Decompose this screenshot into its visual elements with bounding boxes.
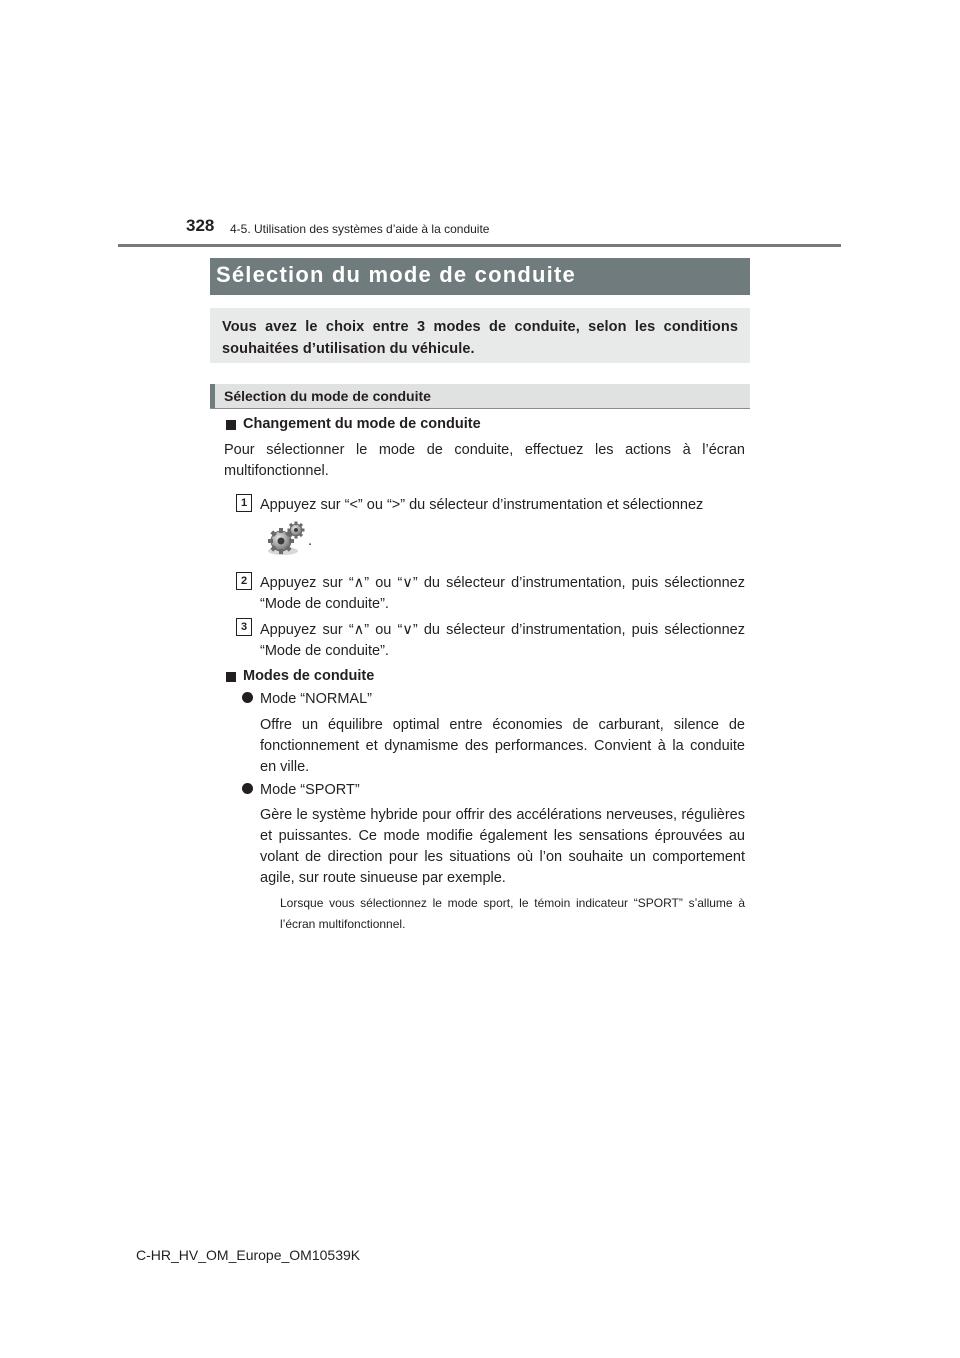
square-bullet-icon bbox=[226, 672, 236, 682]
step-3-badge: 3 bbox=[236, 618, 252, 636]
page-number: 328 bbox=[186, 216, 215, 235]
mode-sport-description: Gère le système hybride pour offrir des accélérations nerveuses, régulières et puissantes. Ce mode modifie également les sensations éprouvées au volant de direction pour les situations où l’on souhaite un comportement agile, sur route sinueuse par exemple. bbox=[260, 807, 745, 886]
bullet-dot-icon bbox=[242, 783, 253, 794]
modes-heading bbox=[226, 668, 374, 684]
mode-normal-name: Mode “NORMAL” bbox=[260, 691, 372, 707]
section-heading: Sélection du mode de conduite bbox=[224, 388, 431, 404]
step-1-suffix: . bbox=[308, 533, 313, 549]
step-1-badge: 1 bbox=[236, 494, 252, 512]
square-bullet-icon bbox=[226, 420, 236, 430]
change-heading bbox=[226, 416, 481, 432]
bullet-dot-icon bbox=[242, 692, 253, 703]
modes-heading-text: Modes de conduite bbox=[243, 668, 375, 684]
section-accent bbox=[210, 384, 215, 408]
mode-normal-description: Offre un équilibre optimal entre économies de carburant, silence de fonctionnement et dynamisme des performances. Convient à la conduite en ville. bbox=[260, 717, 745, 775]
step-2-badge: 2 bbox=[236, 572, 252, 590]
change-heading-text: Changement du mode de conduite bbox=[243, 416, 481, 432]
step-3-text: Appuyez sur “∧” ou “∨” du sélecteur d’instrumentation, puis sélectionnez “Mode de conduite”. bbox=[260, 622, 745, 659]
change-description: Pour sélectionner le mode de conduite, effectuez les actions à l’écran multifonctionnel. bbox=[224, 442, 745, 479]
sport-note: Lorsque vous sélectionnez le mode sport, le témoin indicateur “SPORT” s’allume à l’écran multifonctionnel. bbox=[280, 896, 745, 931]
intro-text: Vous avez le choix entre 3 modes de conduite, selon les conditions souhaitées d’utilisation du véhicule. bbox=[222, 319, 738, 357]
mode-normal-item bbox=[242, 689, 372, 710]
footer-doc-id: C-HR_HV_OM_Europe_OM10539K bbox=[136, 1247, 361, 1263]
page-title: Sélection du mode de conduite bbox=[216, 262, 576, 287]
section-heading-bar bbox=[210, 384, 750, 409]
step-2-text: Appuyez sur “∧” ou “∨” du sélecteur d’instrumentation, puis sélectionnez “Mode de conduite”. bbox=[260, 575, 745, 612]
header-divider bbox=[118, 244, 841, 247]
header-section-title: 4-5. Utilisation des systèmes d’aide à la conduite bbox=[230, 222, 490, 236]
page-title-bar bbox=[210, 258, 750, 295]
gears-icon bbox=[266, 520, 306, 558]
intro-box bbox=[210, 308, 750, 363]
mode-sport-item bbox=[242, 780, 360, 801]
mode-sport-name: Mode “SPORT” bbox=[260, 782, 360, 798]
step-1-text: Appuyez sur “<” ou “>” du sélecteur d’instrumentation et sélectionnez bbox=[260, 497, 704, 513]
